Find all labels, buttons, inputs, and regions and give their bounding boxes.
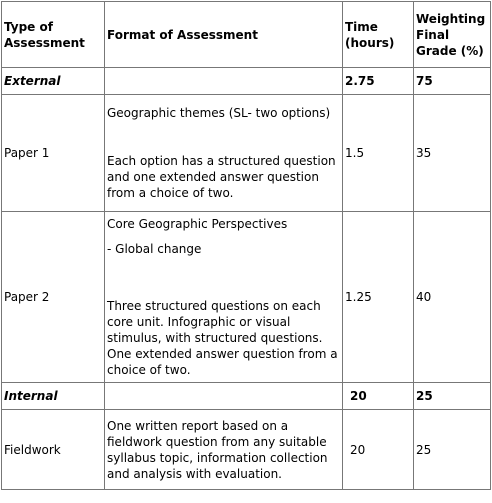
paper2-format-title: Core Geographic Perspectives bbox=[107, 217, 288, 231]
external-weight: 75 bbox=[414, 68, 491, 95]
paper1-weight: 35 bbox=[414, 95, 491, 212]
paper1-format bbox=[105, 95, 343, 212]
paper1-format-title: Geographic themes (SL- two options) bbox=[107, 106, 331, 120]
paper1-format-body: Each option has a structured question and one extended answer question from a choice of two. bbox=[107, 154, 336, 200]
header-row bbox=[2, 2, 491, 68]
internal-label: Internal bbox=[2, 383, 105, 410]
fieldwork-time: 20 bbox=[343, 410, 414, 490]
external-format-empty bbox=[105, 68, 343, 95]
paper2-weight: 40 bbox=[414, 212, 491, 383]
paper2-row bbox=[2, 212, 491, 383]
header-format: Format of Assessment bbox=[105, 2, 343, 68]
external-row bbox=[2, 68, 491, 95]
external-time: 2.75 bbox=[343, 68, 414, 95]
paper1-row bbox=[2, 95, 491, 212]
fieldwork-weight: 25 bbox=[414, 410, 491, 490]
fieldwork-row bbox=[2, 410, 491, 490]
fieldwork-label: Fieldwork bbox=[2, 410, 105, 490]
paper2-format-body: Three structured questions on each core unit. Infographic or visual stimulus, with structured questions. One extended answer question from a choice of two. bbox=[107, 299, 338, 377]
paper2-format bbox=[105, 212, 343, 383]
paper1-time: 1.5 bbox=[343, 95, 414, 212]
internal-weight: 25 bbox=[414, 383, 491, 410]
paper2-label: Paper 2 bbox=[2, 212, 105, 383]
external-label: External bbox=[2, 68, 105, 95]
paper2-time: 1.25 bbox=[343, 212, 414, 383]
internal-row bbox=[2, 383, 491, 410]
header-type: Type of Assessment bbox=[2, 2, 105, 68]
internal-format-empty bbox=[105, 383, 343, 410]
header-time: Time (hours) bbox=[343, 2, 414, 68]
fieldwork-format: One written report based on a fieldwork question from any suitable syllabus topic, information collection and analysis with evaluation. bbox=[105, 410, 343, 490]
paper2-format-sub: - Global change bbox=[107, 242, 202, 256]
header-weighting: Weighting Final Grade (%) bbox=[414, 2, 491, 68]
assessment-table bbox=[1, 1, 491, 490]
paper1-label: Paper 1 bbox=[2, 95, 105, 212]
internal-time: 20 bbox=[343, 383, 414, 410]
